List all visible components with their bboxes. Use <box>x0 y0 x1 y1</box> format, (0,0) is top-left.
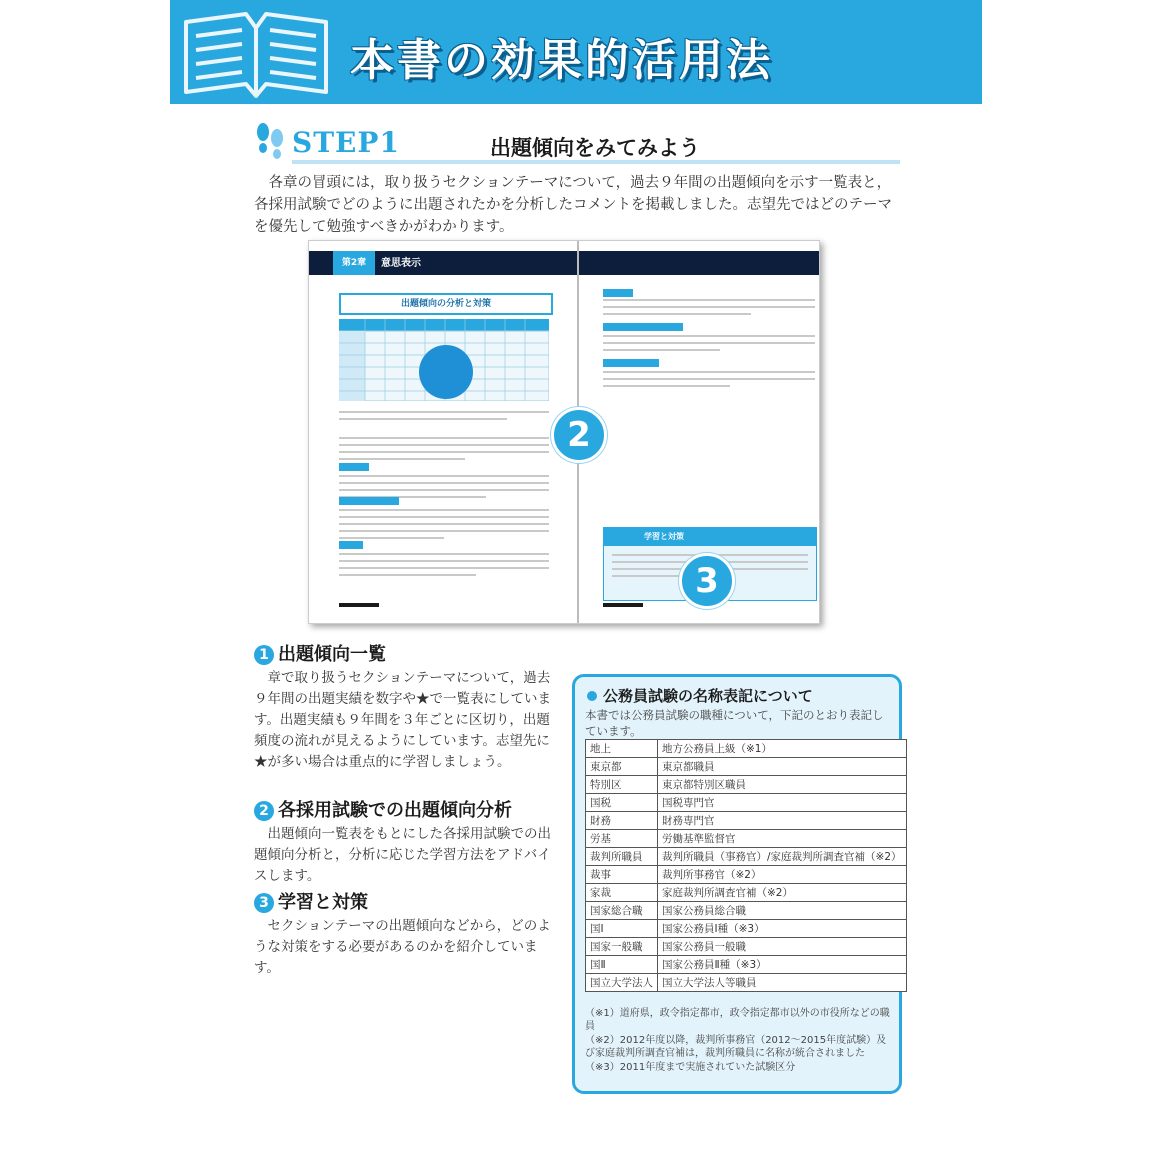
naming-table <box>585 739 907 992</box>
publisher-logo <box>339 603 379 607</box>
full-name-cell: 財務専門官 <box>658 812 907 830</box>
table-row <box>586 956 907 974</box>
info-notes <box>585 1007 893 1075</box>
note: （※1）道府県，政令指定都市，政令指定都市以外の市役所などの職員 <box>585 1008 890 1032</box>
table-row <box>586 974 907 992</box>
sample-book-spread <box>308 240 820 624</box>
abbreviation-cell: 国税 <box>586 794 658 812</box>
full-name-cell: 労働基準監督官 <box>658 830 907 848</box>
abbreviation-cell: 地上 <box>586 740 658 758</box>
table-row <box>586 902 907 920</box>
step-title: 出題傾向をみてみよう <box>490 136 700 160</box>
right-lines-2 <box>603 335 815 356</box>
abbreviation-cell: 特別区 <box>586 776 658 794</box>
abbreviation-cell: 労基 <box>586 830 658 848</box>
full-name-cell: 裁判所職員（事務官）/家庭裁判所調査官補（※2） <box>658 848 907 866</box>
table-row <box>586 884 907 902</box>
table-row <box>586 848 907 866</box>
table-row <box>586 812 907 830</box>
section-tag <box>339 541 363 549</box>
abbreviation-cell: 家裁 <box>586 884 658 902</box>
full-name-cell: 地方公務員上級（※1） <box>658 740 907 758</box>
section-heading-1: 1 出題傾向一覧 <box>254 640 386 666</box>
footprints-icon <box>252 120 288 160</box>
abbreviation-cell: 国家一般職 <box>586 938 658 956</box>
naming-info-box <box>572 674 902 1094</box>
abbreviation-cell: 裁事 <box>586 866 658 884</box>
abbreviation-cell: 東京都 <box>586 758 658 776</box>
table-row <box>586 830 907 848</box>
header-banner <box>170 0 982 104</box>
study-box-title: 学習と対策 <box>644 532 684 541</box>
section-text-2: 出題傾向一覧表をもとにした各採用試験での出題傾向分析と，分析に応じた学習方法をアドバイスします。 <box>254 826 551 884</box>
step-label: STEP1 <box>292 126 400 159</box>
abbreviation-cell: 国家総合職 <box>586 902 658 920</box>
abbreviation-cell: 国Ⅰ <box>586 920 658 938</box>
table-row <box>586 776 907 794</box>
page-title: 本書の効果的活用法 <box>350 35 773 86</box>
abbreviation-cell: 国Ⅱ <box>586 956 658 974</box>
table-row <box>586 794 907 812</box>
section-tag <box>603 323 683 331</box>
table-row <box>586 758 907 776</box>
bullet-icon <box>587 691 597 701</box>
full-name-cell: 国立大学法人等職員 <box>658 974 907 992</box>
step-heading <box>252 118 902 168</box>
right-lines-3 <box>603 371 815 392</box>
abbreviation-cell: 裁判所職員 <box>586 848 658 866</box>
full-name-cell: 国家公務員Ⅰ種（※3） <box>658 920 907 938</box>
full-name-cell: 国家公務員総合職 <box>658 902 907 920</box>
intro-text: 各章の冒頭には，取り扱うセクションテーマについて，過去９年間の出題傾向を示す一覧表と，各採用試験でどのように出題されたかを分析したコメントを掲載しました。志望先ではどのテーマを優先して勉強すべきかがわかります。 <box>254 175 892 235</box>
section-heading-3: 3 学習と対策 <box>254 888 368 914</box>
note: （※3）2011年度まで実施されていた試験区分 <box>585 1062 796 1073</box>
analysis-title: 出題傾向の分析と対策 <box>339 293 553 315</box>
note-lines <box>339 411 549 425</box>
section-text-3: セクションテーマの出題傾向などから，どのような対策をする必要があるのかを紹介しています。 <box>254 918 551 976</box>
abbreviation-cell: 国立大学法人 <box>586 974 658 992</box>
full-name-cell: 東京都職員 <box>658 758 907 776</box>
section-heading-2: 2 各採用試験での出題傾向分析 <box>254 796 512 822</box>
full-name-cell: 裁判所事務官（※2） <box>658 866 907 884</box>
number-badge: 1 <box>254 645 274 665</box>
highlight-dot <box>419 345 473 399</box>
marker-2: 2 <box>551 407 607 463</box>
full-name-cell: 東京都特別区職員 <box>658 776 907 794</box>
table-row <box>586 740 907 758</box>
section-tag <box>339 463 369 471</box>
info-box-title: 公務員試験の名称表記について <box>587 685 813 706</box>
full-name-cell: 家庭裁判所調査官補（※2） <box>658 884 907 902</box>
info-box-desc: 本書では公務員試験の職種について，下記のとおり表記しています。 <box>585 708 884 738</box>
section-text-1: 章で取り扱うセクションテーマについて，過去９年間の出題実績を数字や★で一覧表にしています。出題実績も９年間を３年ごとに区切り，出題頻度の流れが見えるようにしています。志望先に★が多い場合は重点的に学習しましょう。 <box>254 670 551 770</box>
section-tag <box>603 289 633 297</box>
note: （※2）2012年度以降，裁判所事務官（2012～2015年度試験）及び家庭裁判所調査官補は，裁判所職員に名称が統合されました <box>585 1035 887 1059</box>
body-lines-4 <box>339 553 549 581</box>
full-name-cell: 国家公務員Ⅱ種（※3） <box>658 956 907 974</box>
right-lines-1 <box>603 299 815 320</box>
full-name-cell: 国税専門官 <box>658 794 907 812</box>
body-lines-3 <box>339 509 549 544</box>
number-badge: 2 <box>254 801 274 821</box>
body-lines-1 <box>339 437 549 465</box>
step-underline <box>292 160 900 164</box>
chapter-name: 意思表示 <box>381 258 421 269</box>
chapter-badge: 第2章 <box>333 251 375 275</box>
table-row <box>586 920 907 938</box>
publisher-logo <box>603 603 643 607</box>
section-tag <box>603 359 659 367</box>
page <box>170 0 982 1150</box>
open-book-icon <box>176 4 336 100</box>
abbreviation-cell: 財務 <box>586 812 658 830</box>
number-badge: 3 <box>254 893 274 913</box>
table-row <box>586 866 907 884</box>
marker-3: 3 <box>679 553 735 609</box>
section-tag <box>339 497 399 505</box>
table-row <box>586 938 907 956</box>
full-name-cell: 国家公務員一般職 <box>658 938 907 956</box>
